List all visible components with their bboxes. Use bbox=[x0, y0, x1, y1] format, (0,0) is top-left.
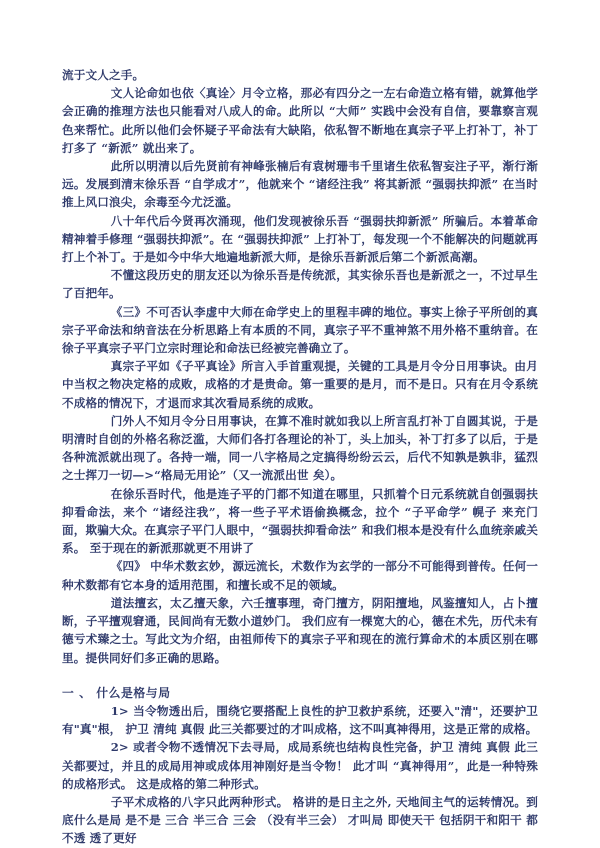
paragraph-7: 门外人不知月令分日用事诀，在算不准时就如我以上所言乱打补丁自圆其说，于是明清时自创的外格名称泛滥，大师们各打各理论的补丁，头上加头，补丁打多了以后，于是各种流派就出现了。各持一端，同一八字格局之定搞得纷纷云云，后代不知孰是孰非，猛烈之士挥刀一切—>“格局无用论”（又一流派出世 矣）。 bbox=[62, 413, 538, 483]
list-item-2: 2> 或者令物不透情况下去寻局，成局系统也结构良性完备，护卫 清纯 真假 此三关都要过，并且的成局用神或成体用神刚好是当令物！ 此才叫 “真神得用”，此是一种特殊的成格形式。 这是成格的第二种形式。 bbox=[62, 740, 538, 791]
paragraph-1: 文人论命如也依〈真诠〉月令立格，那必有四分之一左右命造立格有错，就算他学会正确的推理方法也只能看对八成人的命。此所以 “大师” 实践中会没有自信，要靠察言观色来帮忙。此所以他们会怀疑子平命法有大缺陷，依私智不断地在真宗子平上打补丁，补丁打多了 “新派” 就出来了。 bbox=[62, 86, 538, 155]
paragraph-0: 流于文人之手。 bbox=[62, 68, 145, 82]
paragraph-8: 在徐乐吾时代，他是连子平的门都不知道在哪里，只抓着个日元系统就自创强弱扶抑看命法，来个 “诸经注我”，将一些子平术语偷换概念，拉个 “子平命学” 幌子 来充门面，欺骗大众。在真宗子平门人眼中，“强弱扶抑看命法” 和我们根本是没有什么血统亲戚关系。 至于现在的新派那就更不用讲了 bbox=[62, 486, 538, 556]
paragraph-4: 不懂这段历史的朋友还以为徐乐吾是传统派，其实徐乐吾也是新派之一，不过早生了百把年。 bbox=[62, 268, 538, 301]
paragraph-closing: 子平术成格的八字只此两种形式。 格讲的是日主之外, 天地间主气的运转情况。到底什么是局 是不是 三合 半三合 三会 （没有半三会） 才叫局 即使天干 包括阴干和阳干 都不透 透了更好 bbox=[62, 794, 538, 846]
list-item-1: 1> 当令物透出后，围绕它要搭配上良性的护卫救护系统，还要入"清"，还要护卫有"真"根， 护卫 清纯 真假 此三关都要过的才叫成格，这不叫真神得用，这是正常的成格。 bbox=[62, 703, 538, 737]
paragraph-9: 《四》 中华术数玄妙，源远流长，术数作为玄学的一部分不可能得到普传。任何一种术数都有它本身的适用范围，和擅长或不足的领域。 bbox=[62, 559, 538, 592]
section-heading-1: 一 、 什么是格与局 bbox=[62, 685, 171, 700]
paragraph-10: 道法擅玄，太乙擅天象，六壬擅事理，奇门擅方，阴阳擅地，风鉴擅知人，占卜擅断，子平擅观窘通，民间尚有无数小道妙门。 我们应有一棵宽大的心，德在术先，历代未有德亏术臻之士。写此文为介绍，由祖师传下的真宗子平和现在的流行算命术的本质区别在哪里。提供同好们多正确的思路。 bbox=[62, 595, 538, 665]
paragraph-2: 此所以明清以后先贤前有神峰张楠后有袁树珊韦千里诸生依私智妄注子平，渐行渐远。发展到清末徐乐吾 “自学成才”，他就来个 “诸经注我” 将其新派 “强弱扶抑派” 在当时推上风口浪尖，余毒至今尤泛滥。 bbox=[62, 159, 538, 210]
paragraph-6: 真宗子平如《子平真诠》所言入手首重观提，关键的工具是月令分日用事诀。由月中当权之物决定格的成败，成格的才是贵命。第一重要的是月，而不是日。只有在月令系统不成格的情况下，才退而求其次看局系统的成败。 bbox=[62, 359, 538, 410]
document-text-body bbox=[62, 66, 538, 848]
paragraph-3: 八十年代后今贤再次涌现，他们发现被徐乐吾 “强弱扶抑新派” 所骗后。本着革命精神着手修理 “强弱扶抑派”。在 “强弱扶抑派” 上打补丁，每发现一个不能解决的问题就再打上个补丁。于是如今中华大地遍地新派大师，是徐乐吾新派后第二个新派高潮。 bbox=[62, 213, 538, 265]
paragraph-5: 《三》不可否认李虚中大师在命学史上的里程丰碑的地位。事实上徐子平所创的真宗子平命法和纳音法在分析思路上有本质的不同，真宗子平不重神煞不用外格不重纳音。在徐子平真宗子平门立宗时理论和命法已经被完善确立了。 bbox=[62, 304, 538, 356]
